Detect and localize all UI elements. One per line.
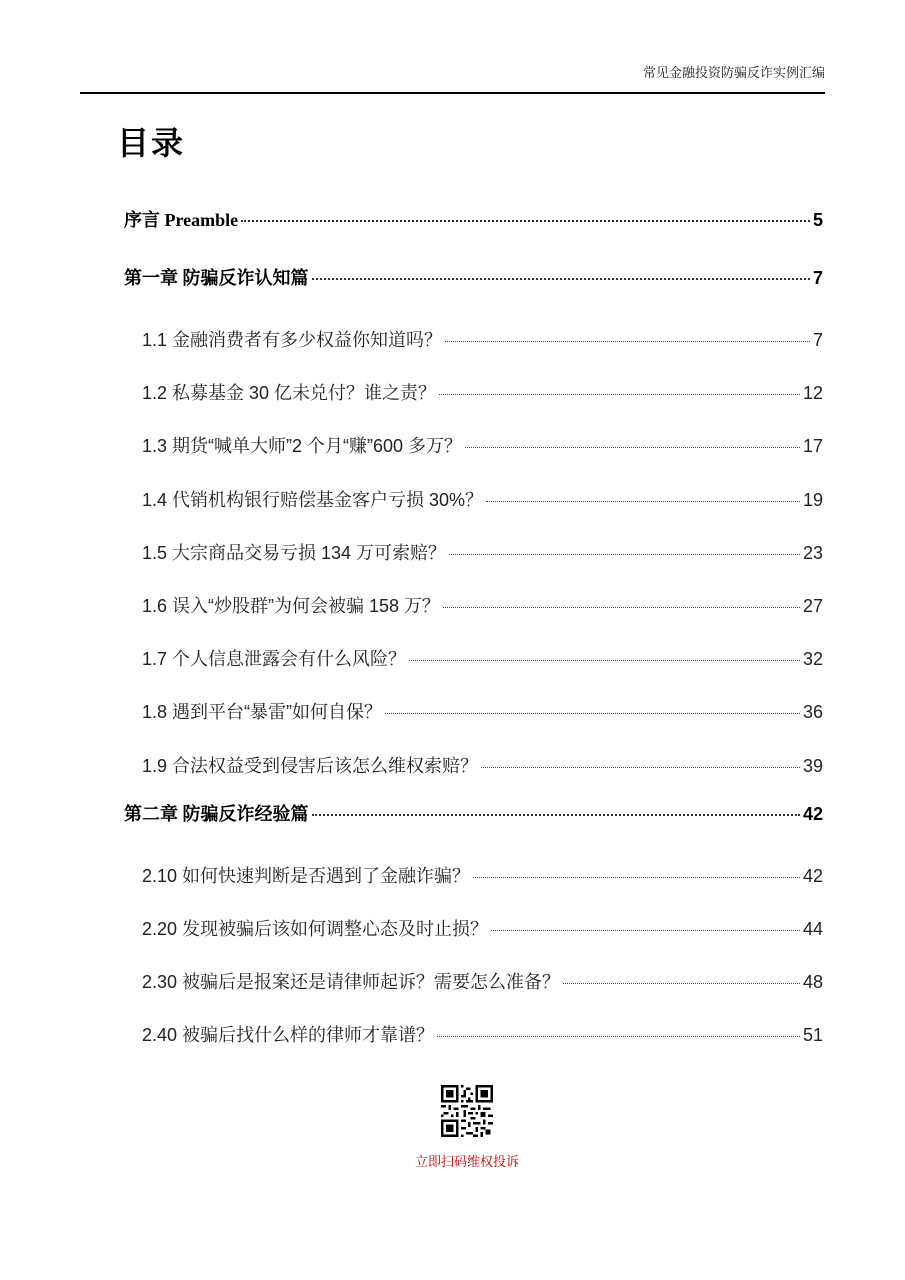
- toc-entry-label: 1.6 误入“炒股群”为何会被骗 158 万？: [142, 596, 441, 616]
- toc-entry-page: 12: [802, 383, 823, 403]
- toc-entry-1-3[interactable]: [142, 432, 823, 458]
- toc-entry-page: 32: [802, 649, 823, 669]
- toc-entry-label: 2.20 发现被骗后该如何调整心态及时止损？: [142, 919, 489, 939]
- toc-entry-label: 1.9 合法权益受到侵害后该怎么维权索赔？: [142, 756, 479, 776]
- header-rule: [80, 92, 825, 94]
- toc-entry-page: 7: [812, 330, 823, 350]
- toc-entry-label: 1.4 代销机构银行赔偿基金客户亏损 30%？: [142, 490, 484, 510]
- toc-entry-label: 第一章 防骗反诈认知篇: [124, 268, 309, 288]
- toc-entry-label: 1.1 金融消费者有多少权益你知道吗？: [142, 330, 443, 350]
- toc-leader-dots: [491, 930, 800, 931]
- toc-entry-2-10[interactable]: [142, 862, 823, 888]
- toc-leader-dots: [563, 983, 800, 984]
- toc-entry-page: 44: [802, 919, 823, 939]
- toc-entry-1-7[interactable]: [142, 645, 823, 671]
- toc-leader-dots: [312, 814, 800, 816]
- toc-leader-dots: [443, 607, 800, 608]
- toc-entry-page: 42: [802, 866, 823, 886]
- qr-code-icon[interactable]: [441, 1085, 493, 1137]
- toc-leader-dots: [486, 501, 800, 502]
- toc-entry-label: 2.10 如何快速判断是否遇到了金融诈骗？: [142, 866, 471, 886]
- toc-leader-dots: [445, 341, 810, 342]
- toc-leader-dots: [465, 447, 800, 448]
- toc-entry-label: 1.5 大宗商品交易亏损 134 万可索赔？: [142, 543, 447, 563]
- toc-entry-page: 48: [802, 972, 823, 992]
- toc-entry-label: 1.2 私募基金 30 亿未兑付？谁之责？: [142, 383, 437, 403]
- toc-leader-dots: [385, 713, 800, 714]
- toc-entry-1-8[interactable]: [142, 698, 823, 724]
- toc-entry-page: 23: [802, 543, 823, 563]
- toc-entry-label: 1.8 遇到平台“暴雷”如何自保？: [142, 702, 383, 722]
- toc-leader-dots: [439, 394, 800, 395]
- toc-entry-preamble[interactable]: [124, 206, 823, 232]
- toc-entry-label: 1.7 个人信息泄露会有什么风险？: [142, 649, 407, 669]
- toc-entry-1-2[interactable]: [142, 379, 823, 405]
- toc-entry-1-5[interactable]: [142, 539, 823, 565]
- toc-leader-dots: [449, 554, 800, 555]
- qr-caption: 立即扫码维权投诉: [414, 1154, 519, 1169]
- toc-entry-1-6[interactable]: [142, 592, 823, 618]
- toc-entry-page: 39: [802, 756, 823, 776]
- toc-entry-chapter-2[interactable]: [124, 800, 823, 826]
- toc-entry-page: 27: [802, 596, 823, 616]
- toc-entry-1-1[interactable]: [142, 326, 823, 352]
- toc-entry-page: 42: [802, 804, 823, 824]
- toc-entry-1-4[interactable]: [142, 486, 823, 512]
- toc-entry-label: 2.40 被骗后找什么样的律师才靠谱？: [142, 1025, 435, 1045]
- toc-heading: 目录: [117, 125, 186, 161]
- toc-leader-dots: [481, 767, 800, 768]
- toc-entry-page: 17: [802, 436, 823, 456]
- toc-entry-1-9[interactable]: [142, 752, 823, 778]
- toc-entry-page: 19: [802, 490, 823, 510]
- header-title: 常见金融投资防骗反诈实例汇编: [642, 65, 825, 80]
- toc-leader-dots: [473, 877, 800, 878]
- toc-leader-dots: [409, 660, 800, 661]
- toc-entry-2-30[interactable]: [142, 968, 823, 994]
- toc-entry-page: 7: [812, 268, 823, 288]
- toc-entry-page: 36: [802, 702, 823, 722]
- toc-entry-page: 5: [812, 210, 823, 230]
- toc-entry-label: 2.30 被骗后是报案还是请律师起诉？需要怎么准备？: [142, 972, 561, 992]
- toc-leader-dots: [241, 220, 810, 222]
- toc-entry-label: 第二章 防骗反诈经验篇: [124, 804, 309, 824]
- toc-entry-chapter-1[interactable]: [124, 264, 823, 290]
- toc-entry-2-20[interactable]: [142, 915, 823, 941]
- toc-leader-dots: [312, 278, 810, 280]
- toc-entry-page: 51: [802, 1025, 823, 1045]
- toc-entry-label: 1.3 期货“喊单大师”2 个月“赚”600 多万？: [142, 436, 463, 456]
- toc-leader-dots: [437, 1036, 800, 1037]
- toc-entry-2-40[interactable]: [142, 1021, 823, 1047]
- toc-entry-label: 序言 Preamble: [124, 210, 239, 230]
